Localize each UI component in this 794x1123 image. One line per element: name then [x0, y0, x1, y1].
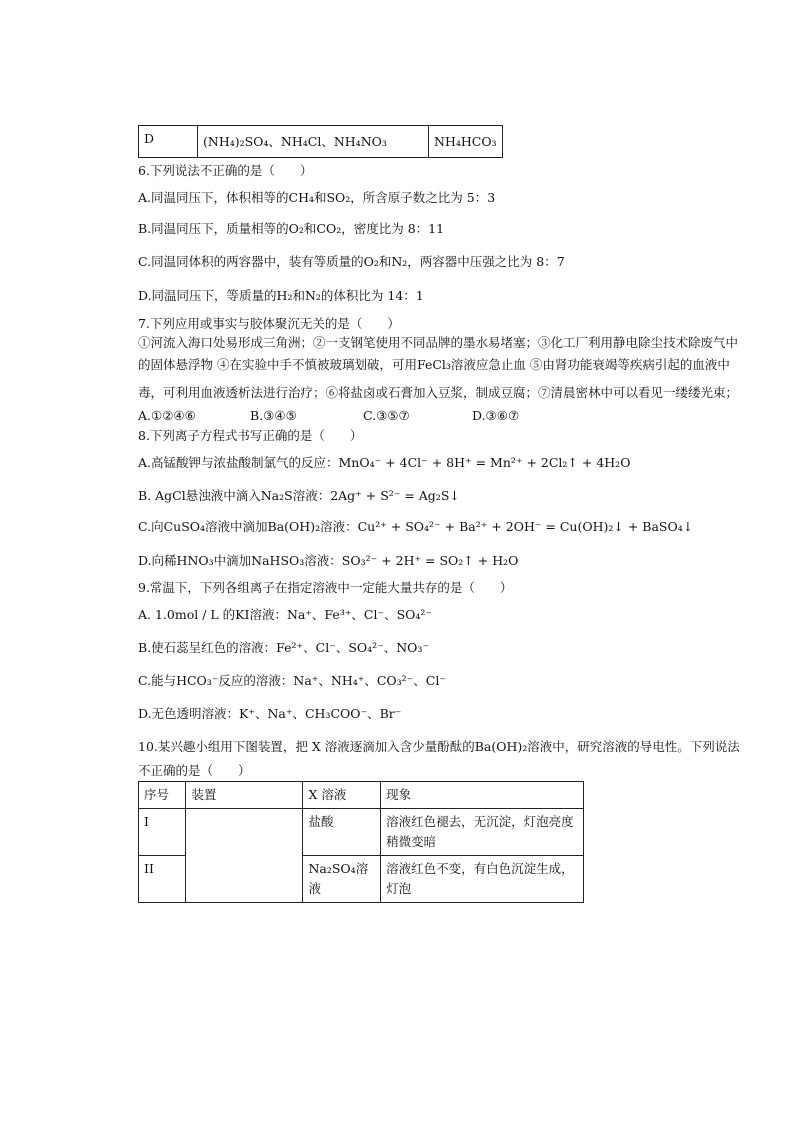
q9-option-b: B.使石蕊呈红色的溶液：Fe²⁺、Cl⁻、SO₄²⁻、NO₃⁻ [138, 640, 430, 655]
header-phenomenon: 现象 [381, 782, 584, 809]
q7-body-line-1: ①河流入海口处易形成三角洲；②一支钢笔使用不同品牌的墨水易堵塞；③化工厂利用静电除尘技术除废气中 [138, 335, 739, 350]
q8-option-b: B. AgCl悬浊液中滴入Na₂S溶液：2Ag⁺ + S²⁻ = Ag₂S↓ [138, 488, 460, 503]
q6-option-a: A.同温同压下，体积相等的CH₄和SO₂，所含原子数之比为 5：3 [138, 190, 496, 205]
q10-title-line-2: 不正确的是（ ） [138, 763, 251, 778]
header-apparatus: 装置 [186, 782, 303, 809]
q10-experiment-table [138, 781, 584, 903]
row-phenomenon: 溶液红色褪去，无沉淀，灯泡亮度稍微变暗 [381, 809, 584, 856]
q6-option-c: C.同温同体积的两容器中，装有等质量的O₂和N₂，两容器中压强之比为 8：7 [138, 254, 565, 269]
q8-option-d: D.向稀HNO₃中滴加NaHSO₃溶液：SO₃²⁻ + 2H⁺ = SO₂↑ + H₂O [138, 553, 519, 568]
q7-option-d: D.③⑥⑦ [472, 408, 520, 423]
q9-option-d: D.无色透明溶液：K⁺、Na⁺、CH₃COO⁻、Br⁻ [138, 706, 402, 721]
q8-option-c: C.向CuSO₄溶液中滴加Ba(OH)₂溶液：Cu²⁺ + SO₄²⁻ + Ba²⁺ + 2OH⁻ = Cu(OH)₂↓ + BaSO₄↓ [138, 519, 694, 534]
top-option-table [138, 125, 503, 158]
row-no: I [139, 809, 186, 856]
header-x-solution: X 溶液 [303, 782, 381, 809]
table-header-row [139, 782, 584, 809]
q10-title-line-1: 10.某兴趣小组用下图装置，把 X 溶液逐滴加入含少量酚酞的Ba(OH)₂溶液中，研究溶液的导电性。下列说法 [138, 739, 740, 754]
q7-option-b: B.③④⑤ [250, 408, 297, 423]
row-x-solution: 盐酸 [303, 809, 381, 856]
table-row [139, 809, 584, 856]
option-label: D [139, 126, 198, 158]
header-no: 序号 [139, 782, 186, 809]
row-no: II [139, 856, 186, 903]
row-x-solution: Na₂SO₄溶液 [303, 856, 381, 903]
q8-option-a: A.高锰酸钾与浓盐酸制氯气的反应：MnO₄⁻ + 4Cl⁻ + 8H⁺ = Mn²⁺ + 2Cl₂↑ + 4H₂O [138, 455, 631, 470]
compound-cell: NH₄HCO₃ [429, 126, 503, 158]
table-row [139, 126, 503, 158]
q6-option-b: B.同温同压下，质量相等的O₂和CO₂，密度比为 8：11 [138, 221, 445, 236]
q9-option-c: C.能与HCO₃⁻反应的溶液：Na⁺、NH₄⁺、CO₃²⁻、Cl⁻ [138, 673, 446, 688]
q9-title: 9.常温下，下列各组离子在指定溶液中一定能大量共存的是（ ） [138, 580, 513, 595]
q6-title: 6.下列说法不正确的是（ ） [138, 163, 313, 178]
q7-title: 7.下列应用或事实与胶体聚沉无关的是（ ） [138, 316, 400, 331]
q6-option-d: D.同温同压下，等质量的H₂和N₂的体积比为 14：1 [138, 288, 424, 303]
q7-body-line-3: 毒，可利用血液透析法进行治疗；⑥将盐卤或石膏加入豆浆，制成豆腐；⑦清晨密林中可以看见一缕缕光束； [138, 385, 739, 400]
apparatus-cell [186, 809, 303, 903]
compounds-cell: (NH₄)₂SO₄、NH₄Cl、NH₄NO₃ [198, 126, 429, 158]
q9-option-a: A. 1.0mol / L 的KI溶液：Na⁺、Fe³⁺、Cl⁻、SO₄²⁻ [138, 607, 433, 622]
q7-option-c: C.③⑤⑦ [363, 408, 410, 423]
q7-body-line-2: 的固体悬浮物 ④在实验中手不慎被玻璃划破，可用FeCl₃溶液应急止血 ⑤由肾功能衰竭等疾病引起的血液中 [138, 357, 730, 372]
q8-title: 8.下列离子方程式书写正确的是（ ） [138, 428, 363, 443]
row-phenomenon: 溶液红色不变，有白色沉淀生成，灯泡 [381, 856, 584, 903]
q7-option-a: A.①②④⑥ [138, 408, 196, 423]
